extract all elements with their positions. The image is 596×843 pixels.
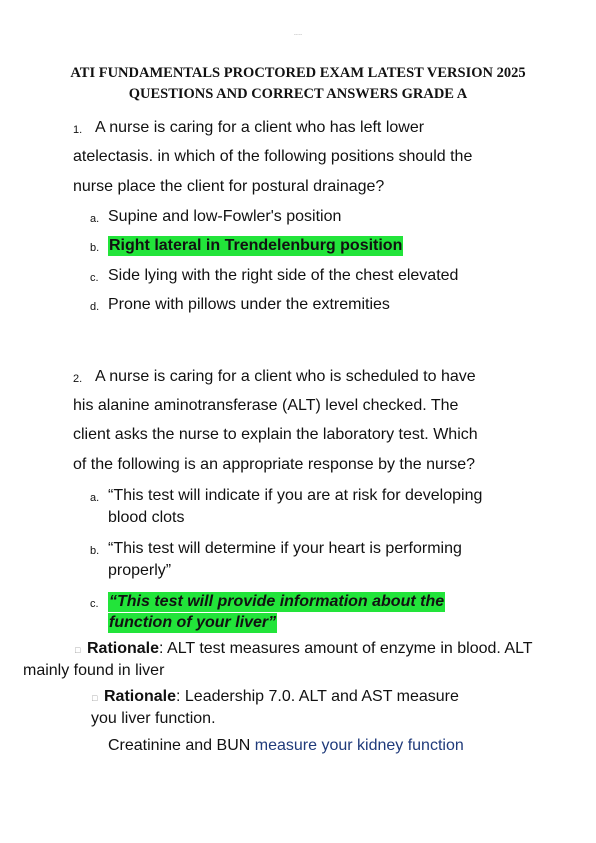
q2-option-a-line-1: “This test will indicate if you are at risk for developing: [108, 487, 483, 504]
q2-option-c-correct-line-1: “This test will provide information about the: [109, 593, 445, 610]
q2-option-b-line-2: properly”: [108, 562, 172, 579]
rationale-2-line-2: you liver function.: [91, 710, 216, 727]
q1-option-b-letter: b.: [90, 242, 100, 254]
rationale-2-label: Rationale: [104, 688, 177, 705]
question-2-line-2: his alanine aminotransferase (ALT) level checked. The: [73, 397, 459, 414]
header-mark: -----: [293, 32, 303, 38]
q2-option-c-correct-line-2: function of your liver”: [109, 614, 277, 631]
q1-option-c: Side lying with the right side of the chest elevated: [108, 267, 459, 284]
question-2-line-1: A nurse is caring for a client who is scheduled to have: [95, 368, 476, 385]
title-line-2: QUESTIONS AND CORRECT ANSWERS GRADE A: [128, 86, 468, 102]
q2-option-b-letter: b.: [90, 545, 100, 557]
rationale-2-bullet-icon: □: [92, 693, 98, 703]
q1-option-c-letter: c.: [90, 272, 99, 284]
rationale-1-bullet-icon: □: [75, 645, 81, 655]
question-1-line-2: atelectasis. in which of the following positions should the: [73, 148, 473, 165]
kidney-note-part-1: Creatinine and BUN: [108, 737, 255, 754]
q2-option-b-line-1: “This test will determine if your heart is performing: [108, 540, 462, 557]
q2-option-a-letter: a.: [90, 492, 100, 504]
question-1-line-1: A nurse is caring for a client who has left lower: [95, 119, 425, 136]
q2-option-c-letter: c.: [90, 598, 99, 610]
question-1-line-3: nurse place the client for postural drainage?: [73, 178, 385, 195]
rationale-1-line-1: [87, 640, 533, 658]
q1-option-a: Supine and low-Fowler's position: [108, 208, 342, 225]
rationale-2-text: : Leadership 7.0. ALT and AST measure: [176, 688, 459, 705]
rationale-1-label: Rationale: [87, 640, 160, 657]
rationale-1-text: : ALT test measures amount of enzyme in blood. ALT: [159, 640, 533, 657]
q1-option-d-letter: d.: [90, 301, 100, 313]
rationale-1-line-2: mainly found in liver: [23, 662, 165, 679]
question-1-number: 1.: [73, 124, 83, 136]
kidney-note: [108, 737, 464, 755]
title-line-1: ATI FUNDAMENTALS PROCTORED EXAM LATEST VERSION 2025: [70, 65, 526, 81]
q1-option-a-letter: a.: [90, 213, 100, 225]
question-2-line-4: of the following is an appropriate response by the nurse?: [73, 456, 476, 473]
rationale-2-line-1: [104, 688, 459, 706]
question-2-line-3: client asks the nurse to explain the laboratory test. Which: [73, 426, 478, 443]
kidney-note-part-2: measure your kidney function: [254, 737, 464, 754]
question-2-number: 2.: [73, 373, 83, 385]
q1-option-b-correct-answer: Right lateral in Trendelenburg position: [109, 237, 403, 254]
document-title: [0, 63, 596, 105]
q1-option-d: Prone with pillows under the extremities: [108, 296, 390, 313]
q2-option-a-line-2: blood clots: [108, 509, 185, 526]
